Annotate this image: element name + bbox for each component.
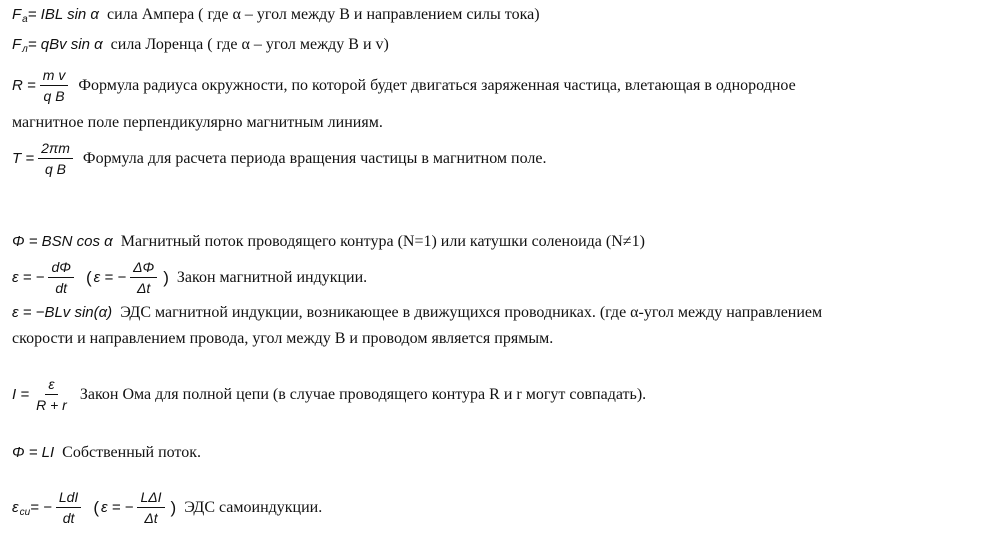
flux-line	[12, 233, 645, 251]
ohm-denominator: R + r	[36, 397, 67, 413]
self-flux-description: Собственный поток.	[62, 444, 201, 461]
self-flux-line	[12, 444, 201, 462]
close-paren-2: )	[170, 497, 177, 517]
close-paren: )	[163, 267, 169, 287]
ampere-formula-symbol: F	[12, 6, 22, 23]
self-induction-eq: = −	[30, 498, 52, 516]
lorentz-formula-sub: л	[22, 44, 28, 55]
period-denominator: q B	[45, 161, 67, 177]
induction-formula	[12, 258, 78, 297]
ampere-formula-sub: a	[22, 14, 28, 25]
motional-emf-description: ЭДС магнитной индукции, возникающее в движущихся проводниках. (где α-угол между направлением	[120, 304, 823, 321]
lorentz-force-line	[12, 36, 389, 54]
radius-denominator: q B	[43, 88, 65, 104]
induction-law-line	[12, 258, 367, 297]
lorentz-formula	[12, 36, 103, 54]
ohm-formula	[12, 375, 74, 414]
self-induction-alt-denominator: Δt	[144, 510, 158, 526]
motional-emf-description-cont: скорости и направлением провода, угол между B и проводом является прямым.	[12, 330, 554, 347]
ohm-numerator: ε	[45, 375, 57, 395]
period-fraction	[38, 139, 73, 178]
induction-alt-fraction	[130, 258, 157, 297]
self-induction-fraction	[56, 488, 81, 527]
radius-fraction	[40, 66, 69, 105]
self-induction-description: ЭДС самоиндукции.	[184, 498, 323, 516]
lorentz-formula-rest: = qBv sin α	[27, 36, 103, 53]
open-paren: (	[85, 267, 92, 287]
radius-line	[12, 66, 796, 105]
induction-numerator: dΦ	[48, 258, 74, 278]
period-numerator: 2πm	[38, 139, 73, 159]
ampere-formula	[12, 6, 99, 24]
self-induction-alt-fraction	[137, 488, 164, 527]
ohm-description: Закон Ома для полной цепи (в случае проводящего контура R и r могут совпадать).	[79, 385, 647, 403]
radius-description-cont: магнитное поле перпендикулярно магнитным линиям.	[12, 114, 383, 131]
induction-fraction	[48, 258, 74, 297]
ohm-lhs: I =	[12, 385, 30, 403]
induction-denominator: dt	[55, 280, 68, 296]
radius-numerator: m v	[40, 66, 69, 86]
motional-emf-line	[12, 304, 822, 322]
induction-lhs: ε = −	[12, 268, 45, 286]
lorentz-description: сила Лоренца ( где α – угол между B и v)	[110, 36, 389, 53]
self-induction-line	[12, 488, 322, 527]
induction-alt-lhs: ε = −	[93, 268, 127, 286]
induction-alt-numerator: ΔΦ	[130, 258, 157, 278]
lorentz-formula-symbol: F	[12, 36, 22, 53]
induction-description: Закон магнитной индукции.	[176, 268, 368, 286]
self-flux-formula: Φ = LI	[12, 444, 55, 461]
ohm-fraction	[33, 375, 70, 414]
radius-description: Формула радиуса окружности, по которой будет двигаться заряженная частица, влетающая в однородное	[78, 76, 796, 94]
flux-formula: Φ = BSN cos α	[12, 233, 113, 250]
self-induction-formula	[12, 488, 85, 527]
self-induction-sub: си	[19, 506, 31, 518]
radius-formula	[12, 66, 72, 105]
period-formula	[12, 139, 77, 178]
ampere-description: сила Ампера ( где α – угол между B и направлением силы тока)	[106, 6, 540, 23]
self-induction-alt-formula	[91, 488, 178, 527]
ampere-formula-rest: = IBL sin α	[27, 6, 99, 23]
period-line	[12, 139, 547, 178]
induction-alt-denominator: Δt	[137, 280, 151, 296]
period-description: Формула для расчета периода вращения частицы в магнитном поле.	[82, 149, 547, 167]
self-induction-alt-numerator: LΔI	[137, 488, 164, 508]
ohm-law-line	[12, 375, 646, 414]
ampere-force-line	[12, 6, 540, 24]
induction-alt-formula	[84, 258, 171, 297]
open-paren-2: (	[93, 497, 99, 517]
radius-lhs: R =	[12, 76, 36, 94]
flux-description: Магнитный поток проводящего контура (N=1) или катушки соленоида (N≠1)	[120, 233, 645, 250]
self-induction-denominator: dt	[62, 510, 75, 526]
self-induction-numerator: LdI	[56, 488, 81, 508]
self-induction-alt-lhs: ε = −	[100, 498, 134, 516]
self-induction-symbol: ε	[12, 498, 19, 516]
period-lhs: T =	[12, 149, 35, 167]
motional-emf-formula: ε = −BLv sin(α)	[12, 304, 113, 321]
